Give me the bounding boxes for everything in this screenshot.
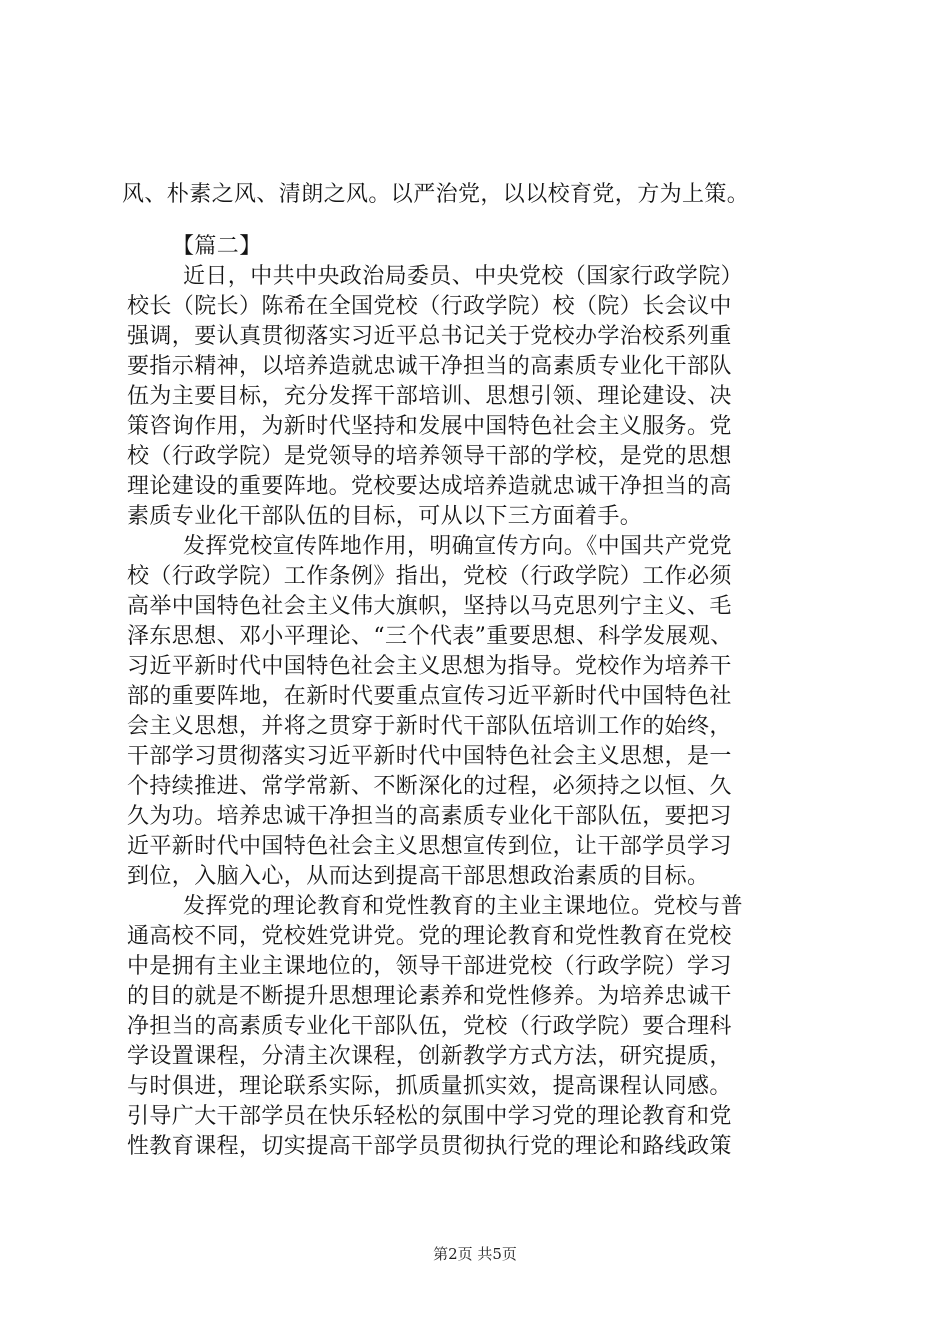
paragraph-1 (127, 262, 827, 532)
text-line: 干部学习贯彻落实习近平新时代中国特色社会主义思想，是一 (127, 744, 732, 769)
text-line: 伍为主要目标，充分发挥干部培训、思想引领、理论建设、决 (127, 384, 732, 409)
text-line: 理论建设的重要阵地。党校要达成培养造就忠诚干净担当的高 (127, 474, 732, 499)
text-line: 中是拥有主业主课地位的，领导干部进党校（行政学院）学习 (127, 954, 732, 979)
text-line: 发挥党的理论教育和党性教育的主业主课地位。党校与普 (183, 894, 744, 919)
text-line: 要指示精神，以培养造就忠诚干净担当的高素质专业化干部队 (127, 354, 732, 379)
text-line: 习近平新时代中国特色社会主义思想为指导。党校作为培养干 (127, 654, 732, 679)
text-line: 高举中国特色社会主义伟大旗帜，坚持以马克思列宁主义、毛 (127, 594, 732, 619)
section-title: 【篇二】 (172, 234, 262, 259)
text-line: 策咨询作用，为新时代坚持和发展中国特色社会主义服务。党 (127, 414, 732, 439)
paragraph-2 (127, 532, 827, 892)
text-line: 学设置课程，分清主次课程，创新教学方式方法，研究提质， (127, 1044, 732, 1069)
paragraph-3 (127, 892, 827, 1162)
text-line: 发挥党校宣传阵地作用，明确宣传方向。《中国共产党党 (183, 534, 733, 559)
text-line: 校长（院长）陈希在全国党校（行政学院）校（院）长会议中 (127, 294, 732, 319)
text-line: 部的重要阵地，在新时代要重点宣传习近平新时代中国特色社 (127, 684, 732, 709)
text-line: 通高校不同，党校姓党讲党。党的理论教育和党性教育在党校 (127, 924, 732, 949)
text-line: 素质专业化干部队伍的目标，可从以下三方面着手。 (127, 504, 643, 529)
text-line: 到位，入脑入心，从而达到提高干部思想政治素质的目标。 (127, 864, 710, 889)
text-line: 性教育课程，切实提高干部学员贯彻执行党的理论和路线政策 (127, 1134, 732, 1159)
text-line: 近日，中共中央政治局委员、中央党校（国家行政学院） (183, 264, 744, 289)
text-line: 的目的就是不断提升思想理论素养和党性修养。为培养忠诚干 (127, 984, 732, 1009)
text-line: 引导广大干部学员在快乐轻松的氛围中学习党的理论教育和党 (127, 1104, 732, 1129)
text-line: 校（行政学院）是党领导的培养领导干部的学校，是党的思想 (127, 444, 732, 469)
text-line: 与时俱进，理论联系实际，抓质量抓实效，提高课程认同感。 (127, 1074, 732, 1099)
continuation-line (122, 180, 827, 210)
text-line: 强调，要认真贯彻落实习近平总书记关于党校办学治校系列重 (127, 324, 732, 349)
text-line: 会主义思想，并将之贯穿于新时代干部队伍培训工作的始终， (127, 714, 732, 739)
text-line: 泽东思想、邓小平理论、“三个代表”重要思想、科学发展观、 (127, 624, 733, 649)
text-line: 校（行政学院）工作条例》指出，党校（行政学院）工作必须 (127, 564, 732, 589)
text-line: 风、朴素之风、清朗之风。以严治党，以以校育党，方为上策。 (122, 182, 750, 207)
text-line: 久为功。培养忠诚干净担当的高素质专业化干部队伍，要把习 (127, 804, 732, 829)
text-line: 净担当的高素质专业化干部队伍，党校（行政学院）要合理科 (127, 1014, 732, 1039)
text-line: 近平新时代中国特色社会主义思想宣传到位，让干部学员学习 (127, 834, 732, 859)
text-line: 个持续推进、常学常新、不断深化的过程，必须持之以恒、久 (127, 774, 732, 799)
page-footer: 第2页 共5页 (433, 1245, 517, 1263)
